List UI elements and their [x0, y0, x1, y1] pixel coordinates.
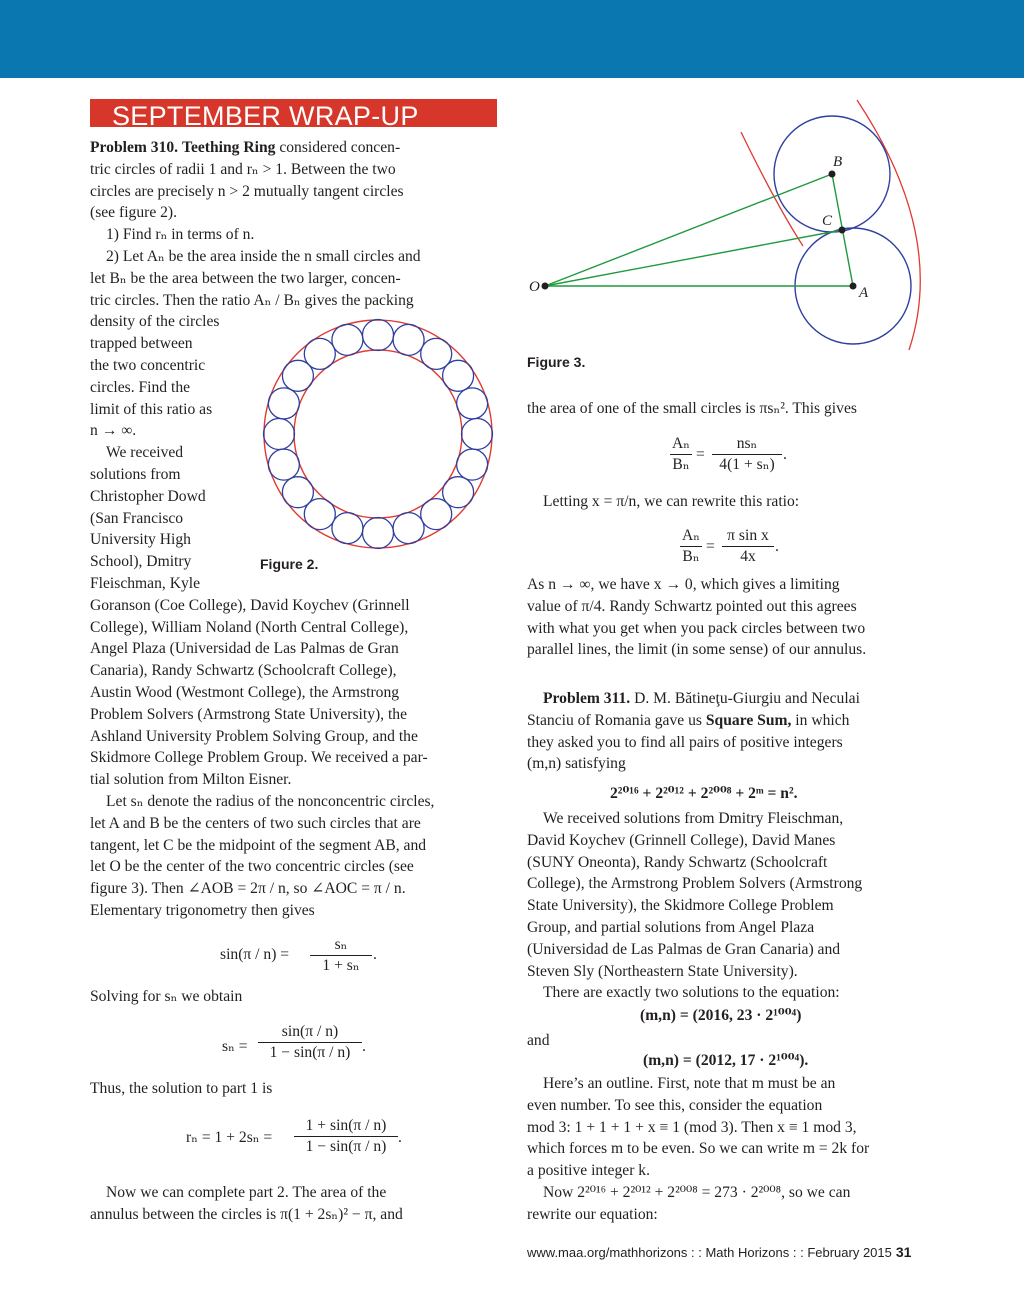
eq-equals: =	[706, 538, 715, 555]
top-banner	[0, 0, 1024, 78]
line-oc	[545, 230, 842, 286]
small-circle	[363, 518, 394, 549]
eq-denominator: Bₙ	[672, 456, 690, 473]
equation-solution-2: (m,n) = (2012, 17 · 2¹⁰⁰⁴).	[643, 1052, 809, 1069]
text-line: Letting x = π/n, we can rewrite this ratio:	[543, 493, 800, 510]
text-line: Let sₙ denote the radius of the nonconcentric circles,	[106, 792, 435, 810]
eq-fraction	[712, 434, 782, 475]
small-circle	[268, 449, 299, 480]
eq-equals: =	[696, 446, 705, 463]
text-line: let Bₙ be the area between the two larger, concen-	[90, 269, 401, 287]
text-line: Canaria), Randy Schwartz (Schoolcraft College),	[90, 662, 397, 680]
text-line: Fleischman, Kyle	[90, 574, 201, 592]
small-circle	[421, 499, 452, 530]
text-line: value of π/4. Randy Schwartz pointed out this agrees	[527, 597, 857, 615]
equation-rn: rₙ = 1 + 2sₙ =	[186, 1129, 273, 1146]
text-line: tial solution from Milton Eisner.	[90, 771, 292, 789]
text-line: which forces m to be even. So we can write m = 2k for	[527, 1140, 870, 1158]
text-line: in which	[795, 711, 850, 729]
text-line: tric circles of radii 1 and rₙ > 1. Between the two	[90, 160, 396, 178]
text-line: parallel lines, the limit (in some sense) of our annulus.	[527, 641, 867, 659]
label-o: O	[529, 279, 540, 295]
text-line: Solving for sₙ we obtain	[90, 988, 243, 1005]
text-line: 2) Let Aₙ be the area inside the n small circles and	[106, 247, 421, 265]
text-line: Skidmore College Problem Group. We received a par-	[90, 749, 428, 767]
page-number: 31	[895, 1244, 912, 1260]
text-line: Angel Plaza (Universidad de Las Palmas de Gran	[90, 640, 399, 658]
figure-3-caption: Figure 3.	[527, 354, 586, 370]
equation-solution-1: (m,n) = (2016, 23 · 2¹⁰⁰⁴)	[640, 1007, 802, 1024]
text-line: annulus between the circles is π(1 + 2sₙ)² − π, and	[90, 1206, 403, 1223]
text-line: Steven Sly (Northeastern State University).	[527, 962, 798, 980]
eq-numerator: π sin x	[722, 526, 774, 547]
small-circle	[443, 360, 474, 391]
text-line: limit of this ratio as	[90, 400, 213, 418]
eq-numerator: nsₙ	[712, 434, 782, 455]
eq-end: .	[373, 946, 377, 963]
text-line: tric circles. Then the ratio Aₙ / Bₙ gives the packing	[90, 291, 414, 309]
text-line: density of the circles	[90, 313, 220, 331]
equation-sn: sₙ =	[222, 1038, 248, 1055]
small-circle	[268, 388, 299, 419]
text-line: the two concentric	[90, 356, 206, 374]
footer-text: www.maa.org/mathhorizons : : Math Horizons : : February 2015	[527, 1245, 892, 1260]
problem-311-solvers	[527, 808, 937, 1004]
text-line: mod 3: 1 + 1 + 1 + x ≡ 1 (mod 3). Then x ≡ 1 mod 3,	[527, 1118, 857, 1136]
small-circle	[393, 513, 424, 544]
section-title: SEPTEMBER WRAP-UP	[90, 99, 497, 127]
text-line: We received solutions from Dmitry Fleischman,	[543, 810, 844, 827]
text-line: let O be the center of the two concentric circles (see	[90, 858, 414, 876]
small-circle	[393, 324, 424, 355]
eq-end: .	[362, 1038, 366, 1055]
text-line: trapped between	[90, 335, 193, 353]
text-line: Stanciu of Romania gave us	[527, 711, 702, 729]
eq-denominator: Bₙ	[682, 548, 700, 565]
line-ob	[545, 174, 832, 286]
eq-numerator: sₙ	[310, 935, 372, 956]
point-b	[829, 171, 836, 178]
text-line: Here’s an outline. First, note that m must be an	[543, 1075, 836, 1092]
label-b: B	[833, 154, 843, 170]
small-circle	[363, 320, 394, 351]
text-line: they asked you to find all pairs of positive integers	[527, 733, 843, 751]
small-circle	[264, 419, 295, 450]
text-line: Elementary trigonometry then gives	[90, 901, 315, 919]
text-line: As n → ∞, we have x → 0, which gives a limiting	[527, 576, 840, 593]
problem-311-title: Square Sum,	[705, 711, 792, 729]
text-line: Goranson (Coe College), David Koychev (Grinnell	[90, 596, 410, 614]
eq-numerator: Aₙ	[670, 434, 692, 455]
text-line: There are exactly two solutions to the equation:	[543, 984, 840, 1002]
point-c	[839, 227, 846, 234]
outer-circle-red	[264, 320, 492, 548]
text-line: solutions from	[90, 465, 181, 483]
eq-end: .	[398, 1129, 402, 1146]
text-line: rewrite our equation:	[527, 1205, 658, 1223]
text-line: D. M. Bătineţu-Giurgiu and Neculai	[634, 690, 860, 707]
text-line: Thus, the solution to part 1 is	[90, 1080, 273, 1097]
text-line: College), William Noland (North Central College),	[90, 618, 409, 636]
text-line: circles. Find the	[90, 378, 191, 396]
text-line: Austin Wood (Westmont College), the Armstrong	[90, 683, 400, 701]
text-line: University High	[90, 531, 191, 549]
eq-fraction	[680, 526, 702, 567]
text-line: and	[527, 1032, 550, 1049]
text-line: (see figure 2).	[90, 204, 178, 222]
eq-end: .	[775, 538, 779, 555]
text-line: We received	[106, 444, 184, 462]
eq-end: .	[783, 446, 787, 463]
eq-denominator: 1 − sin(π / n)	[269, 1044, 351, 1061]
text-line: David Koychev (Grinnell College), David Manes	[527, 831, 836, 849]
label-a: A	[859, 285, 869, 301]
label-c: C	[822, 213, 833, 229]
small-circle	[282, 477, 313, 508]
equation-square-sum: 2²⁰¹⁶ + 2²⁰¹² + 2²⁰⁰⁸ + 2ᵐ = n².	[610, 785, 798, 802]
eq-fraction	[722, 526, 774, 567]
point-o	[542, 283, 549, 290]
eq-fraction	[294, 1116, 398, 1157]
figure-2-diagram	[262, 318, 498, 554]
text-line: State University), the Skidmore College Problem	[527, 897, 834, 915]
eq-fraction	[310, 935, 372, 976]
text-line: Group, and partial solutions from Angel Plaza	[527, 918, 815, 936]
small-circle	[462, 419, 493, 450]
small-circle	[304, 338, 335, 369]
text-line: tangent, let C be the midpoint of the segment AB, and	[90, 836, 427, 854]
text-line: Now we can complete part 2. The area of the	[106, 1184, 387, 1201]
text-line: even number. To see this, consider the equation	[527, 1096, 823, 1114]
figure-2-caption: Figure 2.	[260, 556, 319, 572]
point-a	[850, 283, 857, 290]
eq-lhs: sin(π / n) =	[220, 946, 290, 963]
problem-311	[527, 688, 937, 775]
text-line: n → ∞.	[90, 422, 137, 440]
text-line: a positive integer k.	[527, 1162, 650, 1180]
text-line: the area of one of the small circles is πsₙ². This gives	[527, 400, 857, 417]
eq-fraction	[670, 434, 692, 475]
problem-310-heading: Problem 310.	[90, 139, 179, 156]
text-line: (Universidad de Las Palmas de Gran Canaria) and	[527, 940, 841, 958]
text-line: (San Francisco	[90, 509, 184, 527]
inner-circle-red	[294, 350, 462, 518]
eq-denominator: 4(1 + sₙ)	[719, 456, 775, 473]
text-line: Now 2²⁰¹⁶ + 2²⁰¹² + 2²⁰⁰⁸ = 273 · 2²⁰⁰⁸, so we can	[543, 1183, 851, 1201]
problem-311-heading: Problem 311.	[543, 690, 631, 707]
eq-numerator: 1 + sin(π / n)	[294, 1116, 398, 1137]
problem-310-conclusion	[527, 574, 937, 661]
eq-denominator: 1 + sₙ	[322, 957, 360, 974]
small-circle	[457, 449, 488, 480]
text-line: let A and B be the centers of two such circles that are	[90, 814, 421, 832]
figure-3-diagram	[527, 96, 927, 356]
text-line: considered concen-	[279, 139, 401, 156]
text-line: College), the Armstrong Problem Solvers (Armstrong	[527, 875, 863, 893]
problem-311-outline	[527, 1073, 937, 1226]
text-line: (m,n) satisfying	[527, 755, 626, 773]
problem-310-title: Teething Ring	[181, 139, 276, 156]
text-line: Ashland University Problem Solving Group, and the	[90, 727, 418, 745]
eq-denominator: 1 − sin(π / n)	[305, 1138, 387, 1155]
text-line: circles are precisely n > 2 mutually tangent circles	[90, 182, 404, 200]
small-circle	[457, 388, 488, 419]
eq-denominator: 4x	[740, 548, 756, 565]
small-circle	[332, 324, 363, 355]
text-line: figure 3). Then ∠AOB = 2π / n, so ∠AOC = π / n.	[90, 880, 406, 898]
eq-numerator: sin(π / n)	[258, 1022, 362, 1043]
outer-arc-red	[857, 100, 920, 350]
page-footer	[527, 1244, 911, 1260]
text-line: Christopher Dowd	[90, 487, 206, 505]
text-line: School), Dmitry	[90, 553, 192, 571]
text-line: (SUNY Oneonta), Randy Schwartz (Schoolcraft	[527, 853, 828, 871]
eq-numerator: Aₙ	[680, 526, 702, 547]
equation-sin	[220, 945, 289, 965]
text-line: with what you get when you pack circles between two	[527, 619, 866, 637]
eq-fraction	[258, 1022, 362, 1063]
small-circle	[332, 513, 363, 544]
text-line: Problem Solvers (Armstrong State University), the	[90, 705, 408, 723]
text-line: 1) Find rₙ in terms of n.	[106, 226, 255, 244]
